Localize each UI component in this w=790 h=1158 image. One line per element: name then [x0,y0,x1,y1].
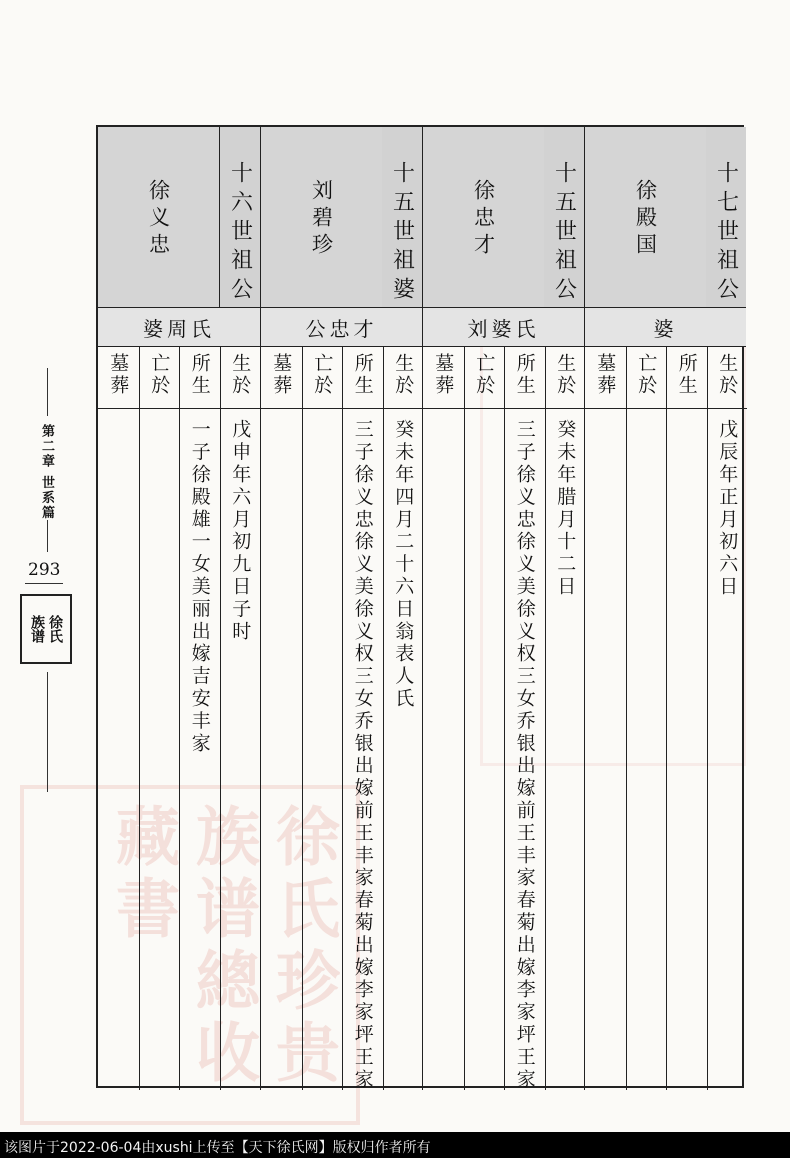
spouse-label: 婆 [585,307,746,347]
genealogy-table [96,125,744,1091]
page-number: 293 [28,560,61,580]
field-burial: 墓葬 [423,347,464,1090]
field-children: 所生 三子徐义忠徐义美徐义权三女乔银出嫁前王丰家春菊出嫁李家坪王家 [342,347,383,1090]
field-birth: 生於 戊辰年正月初六日 [707,347,748,1090]
field-death: 亡於 [464,347,505,1090]
upload-notice-footer: 该图片于2022-06-04由xushi上传至【天下徐氏网】版权归作者所有 [0,1132,790,1158]
margin-rule-top [47,368,48,416]
margin-rule-bottom [47,672,48,792]
spouse-label: 婆周氏 [98,307,260,347]
page-number-rule [25,583,63,584]
generation-header: 十七世祖公 [705,127,746,307]
logo-text-right: 徐氏 [47,615,63,643]
person-block [260,127,422,1090]
person-name: 徐殿国 [585,127,706,307]
person-block [98,127,260,1090]
field-death: 亡於 [626,347,667,1090]
field-burial: 墓葬 [98,347,139,1090]
spouse-label: 公忠才 [261,307,422,347]
field-birth: 生於 戊申年六月初九日子时 [220,347,261,1090]
generation-header: 十五世祖婆 [381,127,422,307]
person-name: 徐忠才 [423,127,544,307]
person-name: 刘碧珍 [261,127,382,307]
field-birth: 生於 癸未年四月二十六日翁表人氏 [383,347,424,1090]
generation-header: 十六世祖公 [219,127,260,307]
person-block [584,127,746,1090]
chapter-title: 第二章 世系篇 [39,424,54,521]
person-block [422,127,584,1090]
field-burial: 墓葬 [585,347,626,1090]
watermark-seal: 徐氏珍贵族谱總收藏書 [20,785,360,1125]
generation-header: 十五世祖公 [543,127,584,307]
field-children: 所生 一子徐殿雄一女美丽出嫁吉安丰家 [179,347,220,1090]
field-birth: 生於 癸未年腊月十二日 [545,347,586,1090]
spouse-label: 刘婆氏 [423,307,584,347]
field-children: 所生 三子徐义忠徐义美徐义权三女乔银出嫁前王丰家春菊出嫁李家坪王家 [504,347,545,1090]
person-name: 徐义忠 [98,127,219,307]
margin-rule-mid [47,520,48,552]
logo-text-left: 族谱 [29,615,45,643]
field-children: 所生 [666,347,707,1090]
field-burial: 墓葬 [261,347,302,1090]
genealogy-logo [20,594,72,664]
field-death: 亡於 [302,347,343,1090]
field-death: 亡於 [139,347,180,1090]
